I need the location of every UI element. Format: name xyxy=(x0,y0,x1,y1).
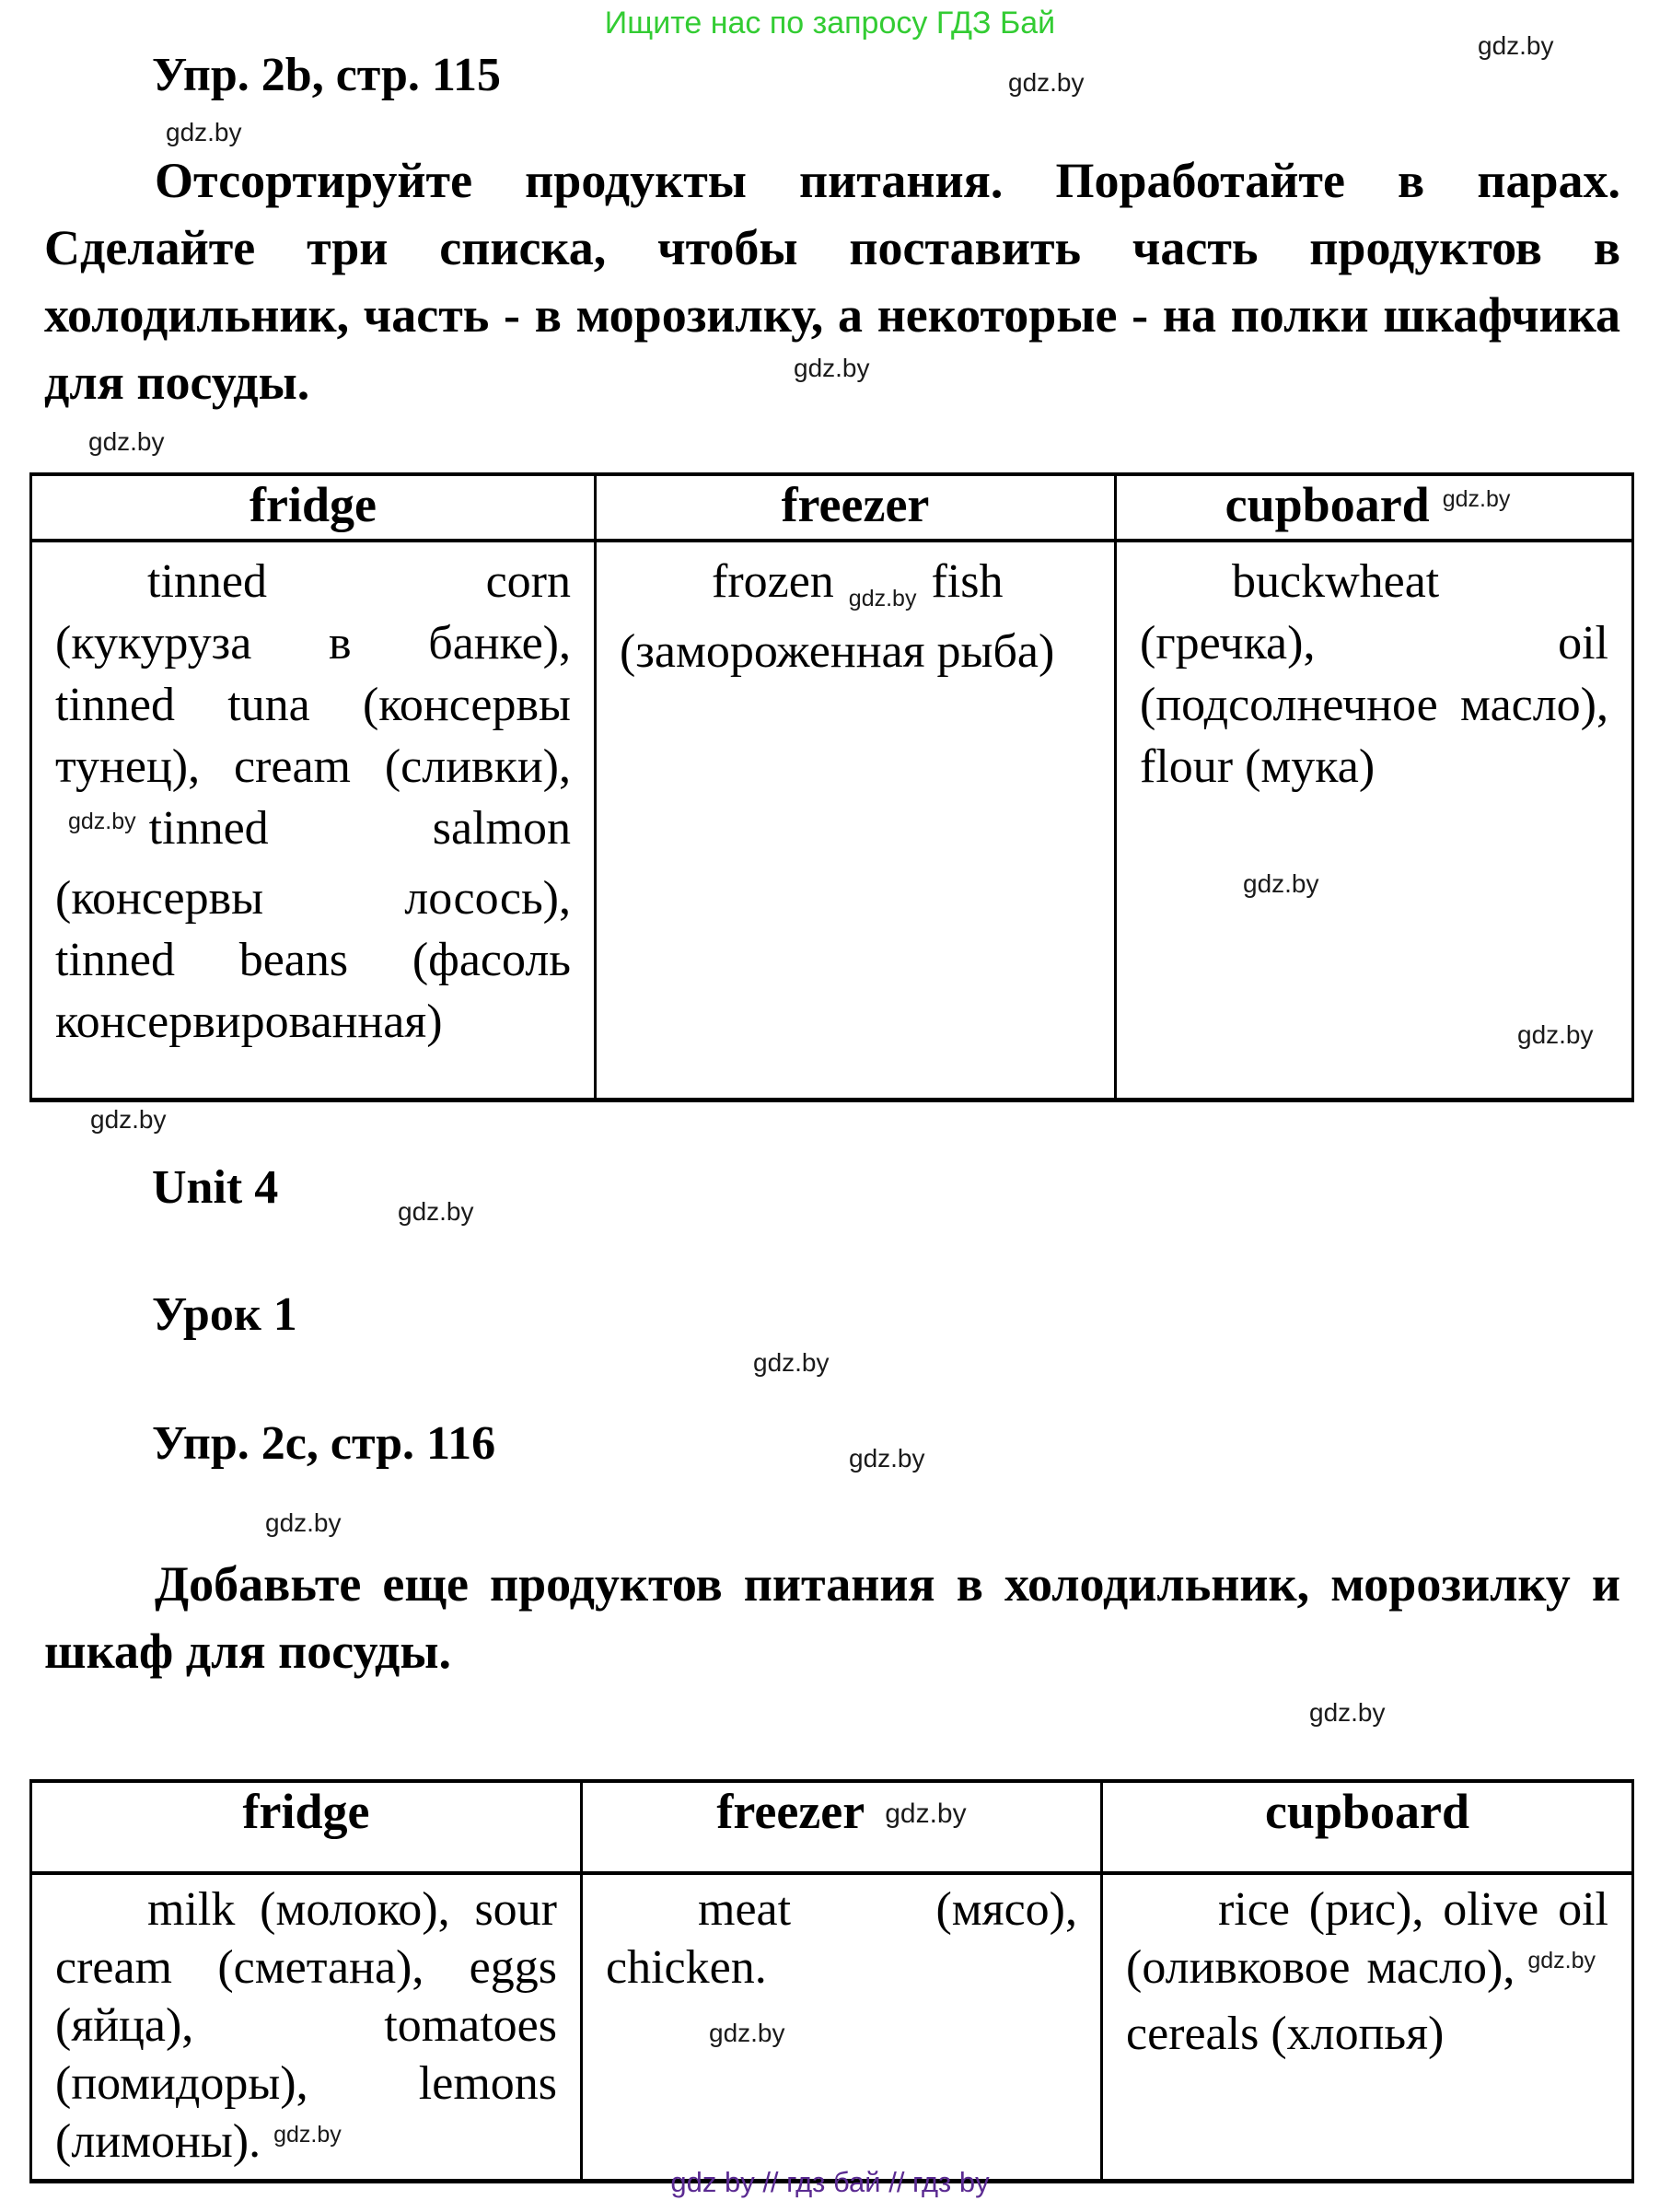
gdzby-watermark: gdz.by xyxy=(273,2122,342,2148)
fridge-items: tinned corn (кукуруза в банке), tinned tuna (консервы тунец), cream (сливки), xyxy=(55,555,571,793)
exercise1-task: Отсортируйте продукты питания. Поработайте в парах. Сделайте три списка, чтобы поставить часть продуктов в холодильник, часть - в морозилку, а некоторые - на полки шкафчика для посуды. xyxy=(44,153,1620,410)
exercise2-task: Добавьте еще продуктов питания в холодильник, морозилку и шкаф для посуды. xyxy=(44,1556,1620,1679)
column-header-label: cupboard xyxy=(1225,477,1430,532)
gdzby-watermark: gdz.by xyxy=(166,118,242,146)
gdzby-watermark: gdz.by xyxy=(1527,1948,1596,1973)
exercise1-title: Упр. 2b, стр. 115 xyxy=(152,49,502,101)
promo-banner: Ищите нас по запросу ГДЗ Бай xyxy=(604,6,1056,41)
column-header-fridge xyxy=(31,474,596,541)
gdzby-watermark: gdz.by xyxy=(1008,68,1085,97)
cupboard-items: cereals (хлопья) xyxy=(1126,2008,1445,2060)
table-body-row xyxy=(31,541,1633,1100)
gdzby-watermark: gdz.by xyxy=(753,1348,830,1377)
freezer-items: fish (замороженная рыба) xyxy=(620,555,1055,678)
freezer-cell-text xyxy=(597,542,1114,682)
gdzby-watermark: gdz.by xyxy=(1243,869,1319,898)
column-header-cupboard xyxy=(1116,474,1633,541)
gdzby-watermark: gdz.by xyxy=(1478,31,1554,60)
freezer-cell xyxy=(582,1873,1102,2182)
site-footer: gdz by // гдз бай // гдз by xyxy=(670,2166,990,2198)
column-header-freezer xyxy=(596,474,1116,541)
column-header-label: cupboard xyxy=(1264,1784,1470,1839)
fridge-cell xyxy=(31,1873,582,2182)
freezer-cell-text: meat (мясо), chicken. xyxy=(606,1883,1077,1994)
exercise2-table xyxy=(29,1779,1634,2183)
gdzby-watermark: gdz.by xyxy=(398,1197,474,1226)
gdzby-watermark: gdz.by xyxy=(1517,1020,1594,1049)
gdzby-watermark: gdz.by xyxy=(90,1105,167,1134)
column-header-label: freezer xyxy=(716,1784,865,1839)
table-header-row xyxy=(31,1781,1633,1873)
freezer-items: frozen xyxy=(712,555,834,608)
gdzby-watermark: gdz.by xyxy=(794,354,870,382)
table-body-row xyxy=(31,1873,1633,2182)
unit-title: Unit 4 xyxy=(152,1161,279,1214)
cupboard-cell-text: buckwheat (гречка), oil (подсолнечное масло), flour (мука) xyxy=(1140,555,1608,793)
cupboard-cell-text xyxy=(1103,1875,1631,2063)
fridge-cell xyxy=(31,541,596,1100)
column-header-freezer xyxy=(582,1781,1102,1873)
gdzby-watermark: gdz.by xyxy=(709,2019,785,2047)
column-header-fridge xyxy=(31,1781,582,1873)
lesson-title: Урок 1 xyxy=(152,1288,297,1341)
gdzby-watermark: gdz.by xyxy=(265,1508,342,1537)
column-header-label: fridge xyxy=(242,1784,370,1839)
freezer-cell xyxy=(596,541,1116,1100)
column-header-label: fridge xyxy=(250,477,377,532)
column-header-label: freezer xyxy=(781,477,930,532)
column-header-cupboard xyxy=(1102,1781,1633,1873)
fridge-items: milk (молоко), sour cream (сметана), eggs (яйца), tomatoes (помидоры), lemons (лимоны). xyxy=(55,1883,557,2168)
table-header-row xyxy=(31,474,1633,541)
gdzby-watermark: gdz.by xyxy=(1309,1698,1386,1727)
fridge-items: tinned salmon (консервы лосось), tinned beans (фасоль консервированная) xyxy=(55,802,571,1048)
cupboard-items: rice (рис), olive oil (оливковое масло), xyxy=(1126,1883,1608,1994)
cupboard-cell xyxy=(1116,541,1633,1100)
fridge-cell-text xyxy=(32,542,594,1053)
gdzby-watermark: gdz.by xyxy=(848,586,917,611)
gdzby-watermark: gdz.by xyxy=(68,809,136,834)
fridge-cell-text xyxy=(32,1875,580,2179)
exercise1-table xyxy=(29,472,1634,1102)
gdzby-watermark: gdz.by xyxy=(885,1799,967,1829)
gdzby-watermark: gdz.by xyxy=(849,1444,925,1473)
gdzby-watermark: gdz.by xyxy=(88,427,165,456)
gdzby-watermark: gdz.by xyxy=(1442,486,1511,512)
cupboard-cell xyxy=(1102,1873,1633,2182)
exercise2-title: Упр. 2c, стр. 116 xyxy=(152,1417,496,1470)
